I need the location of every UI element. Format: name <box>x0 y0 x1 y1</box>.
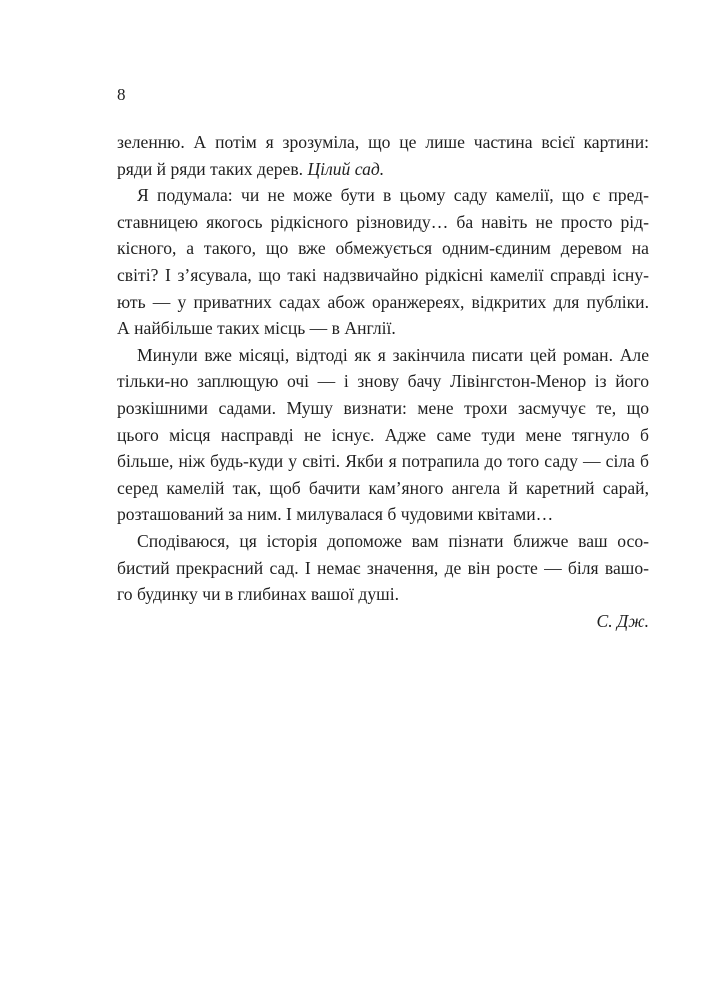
text-line <box>117 156 649 183</box>
italic-phrase: Цілий сад. <box>307 158 385 179</box>
body-text <box>117 129 649 634</box>
text-line: Сподіваюся, ця історія допоможе вам пізнати ближче ваш осо- <box>137 530 649 551</box>
text-line: ють — у приватних садах абож оранжереях, відкритих для публіки. <box>117 291 649 312</box>
paragraph <box>117 182 649 342</box>
signature: С. Дж. <box>596 610 649 631</box>
text-line-part: ряди й ряди таких дерев. <box>117 158 308 179</box>
text-line: серед камелій так, щоб бачити кам’яного ангела й каретний сарай, <box>117 477 649 498</box>
text-line: розкішними садами. Мушу визнати: мене трохи засмучує те, що <box>117 397 649 418</box>
page-number: 8 <box>117 85 126 104</box>
text-line: розташований за ним. І милувалася б чудовими квітами… <box>117 504 554 525</box>
text-line: більше, ніж будь-куди у світі. Якби я потрапила до того саду — сіла б <box>117 451 649 472</box>
paragraph <box>117 129 649 182</box>
text-line: цього місця насправді не існує. Адже саме туди мене тягнуло б <box>117 424 649 445</box>
text-line: го будинку чи в глибинах вашої душі. <box>117 584 399 605</box>
text-line: бистий прекрасний сад. І немає значення, де він росте — біля вашо- <box>117 557 649 578</box>
text-line: світі? І з’ясувала, що такі надзвичайно рідкісні камелії справді існу- <box>117 264 649 285</box>
text-line: зеленню. А потім я зрозуміла, що це лише частина всієї картини: <box>117 132 649 152</box>
text-line: А найбільше таких місць — в Англії. <box>117 318 396 339</box>
text-line: Я подумала: чи не може бути в цьому саду камелії, що є пред- <box>137 185 649 206</box>
text-line: кісного, а такого, що вже обмежується одним-єдиним деревом на <box>117 238 649 259</box>
text-line: ставницею якогось рідкісного різновиду… ба навіть не просто рід- <box>117 211 649 232</box>
text-line: Минули вже місяці, відтоді як я закінчила писати цей роман. Але <box>137 344 649 365</box>
paragraph <box>117 528 649 608</box>
text-line: тільки-но заплющую очі — і знову бачу Лівінгстон-Менор із його <box>117 371 649 392</box>
paragraph <box>117 342 649 528</box>
